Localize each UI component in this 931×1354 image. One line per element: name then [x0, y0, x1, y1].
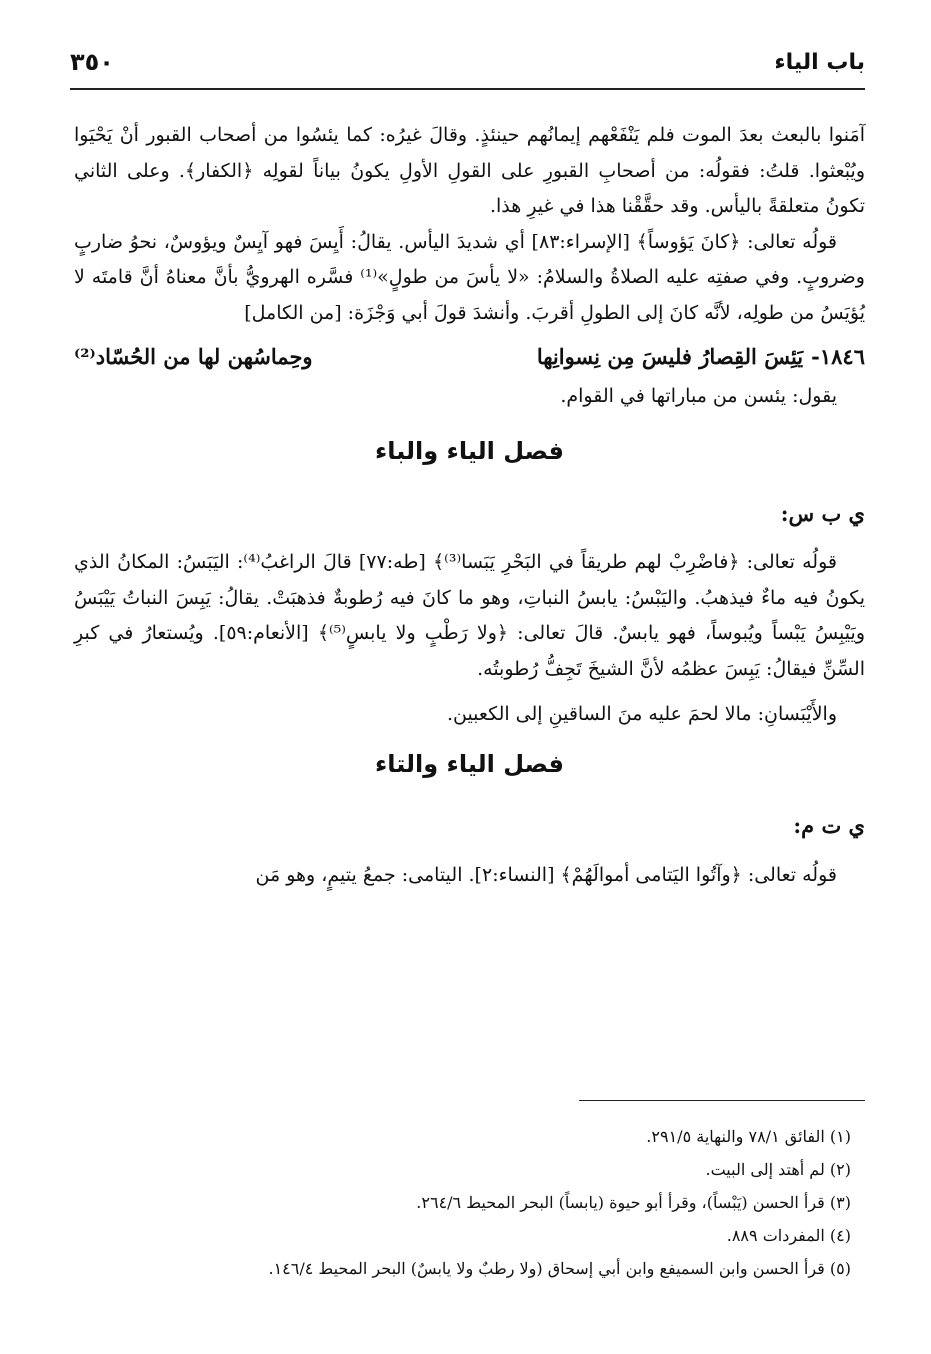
footnote-1: (١) الفائق ٧٨/١ والنهاية ٢٩١/٥.	[646, 1127, 851, 1146]
poetry-verse	[74, 339, 865, 375]
paragraph-2: قولُه تعالى: ﴿كانَ يَؤوساً﴾ [الإسراء:٨٣] أي شديدَ اليأس. يقالُ: أَيِسَ فهو آيِسٌ ويؤوسٌ، نحوُ ضاربٍ وضروبٍ. وفي صفتِه عليه الصلاةُ والسلامُ: «لا يأسَ من طولٍ»⁽¹⁾ فسَّره الهرويُّ بأنَّ معناهُ أنَّ قامتَه لا يُؤيَسُ من طولِه، لأنَّه كانَ إلى الطولِ أقربَ. وأنشدَ قولَ أبي وَجْزَة: [من الكامل]	[74, 230, 865, 324]
root-heading-1: ي ب س:	[780, 500, 865, 526]
footnote-5: (٥) قرأ الحسن وابن السميفع وابن أبي إسحاق (ولا رطبٌ ولا يابسٌ) البحر المحيط ١٤٦/٤.	[268, 1259, 851, 1278]
footnote-2: (٢) لم أهتد إلى البيت.	[705, 1160, 851, 1179]
verse-second-hemistich: وحِماسُهن لها من الحُسّاد⁽²⁾	[74, 344, 313, 369]
paragraph-1: آمَنوا بالبعث بعدَ الموت فلم يَنْفَعْهم إيمانُهم حينئذٍ. وقالَ غيرُه: كما يئسُوا من أصحاب القبور أنْ يَحْيَوا ويُبْعثوا. قلتُ: فقولُه: من أصحابِ القبورِ على القولِ الأولِ يكونُ بياناً لقولِه ﴿الكفار﴾. وعلى الثاني تكونُ متعلقةً باليأس. وقد حقَّقْنا هذا في غيرِ هذا.	[74, 124, 865, 217]
paragraph-3: يقول: يئسن من مباراتها في القوام.	[560, 384, 837, 407]
verse-first-hemistich: يَئِسَ القِصارُ فليسَ مِن نِسوانِها	[536, 344, 804, 369]
paragraph-5: والأَيْبَسانِ: مالا لحمَ عليه منَ الساقينِ إلى الكعبين.	[446, 703, 837, 725]
main-text	[74, 118, 865, 893]
paragraph-4: قولُه تعالى: ﴿فاضْرِبْ لهم طريقاً في البَحْرِ يَبَسا⁽³⁾﴾ [طه:٧٧] قالَ الراغبُ⁽⁴⁾: اليَبَسُ: المكانُ الذي يكونُ فيه ماءٌ فيذهبُ. واليَبْسُ: يابسُ النباتِ، وهو ما كانَ فيه رُطوبةٌ فذهبَتْ. يقالُ: يَبِسَ النباتُ يَيْبَسُ ويَيْبِسُ يَبْساً ويُبوساً، فهو يابسٌ. قالَ تعالى: ﴿ولا رَطْبٍ ولا يابسٍ⁽⁵⁾﴾ [الأنعام:٥٩]. ويُستعارُ في كبرِ السِّنِّ فيقالُ: يَبِسَ عظمُه لأنَّ الشيخَ تَجِفُّ رُطوبتُه.	[74, 551, 865, 680]
page-header	[70, 36, 865, 90]
footnote-3: (٣) قرأ الحسن (يَبْساً)، وقرأ أبو حيوة (يابساً) البحر المحيط ٢٦٤/٦.	[416, 1193, 851, 1212]
footnotes	[74, 1120, 851, 1285]
section-heading-1: فصل الياء والباء	[374, 437, 565, 465]
footnote-separator	[579, 1100, 865, 1101]
chapter-title: باب الياء	[774, 49, 865, 75]
page-number: ٣٥٠	[70, 48, 114, 76]
section-heading-2: فصل الياء والتاء	[374, 749, 565, 778]
root-heading-2: ي ت م:	[793, 813, 865, 838]
footnote-4: (٤) المفردات ٨٨٩.	[726, 1226, 851, 1245]
verse-number: ١٨٤٦-	[811, 344, 865, 369]
paragraph-6: قولُه تعالى: ﴿وآتُوا اليَتامى أموالَهُمْ﴾ [النساء:٢]. اليتامى: جمعُ يتيمٍ، وهو مَن	[255, 863, 837, 886]
